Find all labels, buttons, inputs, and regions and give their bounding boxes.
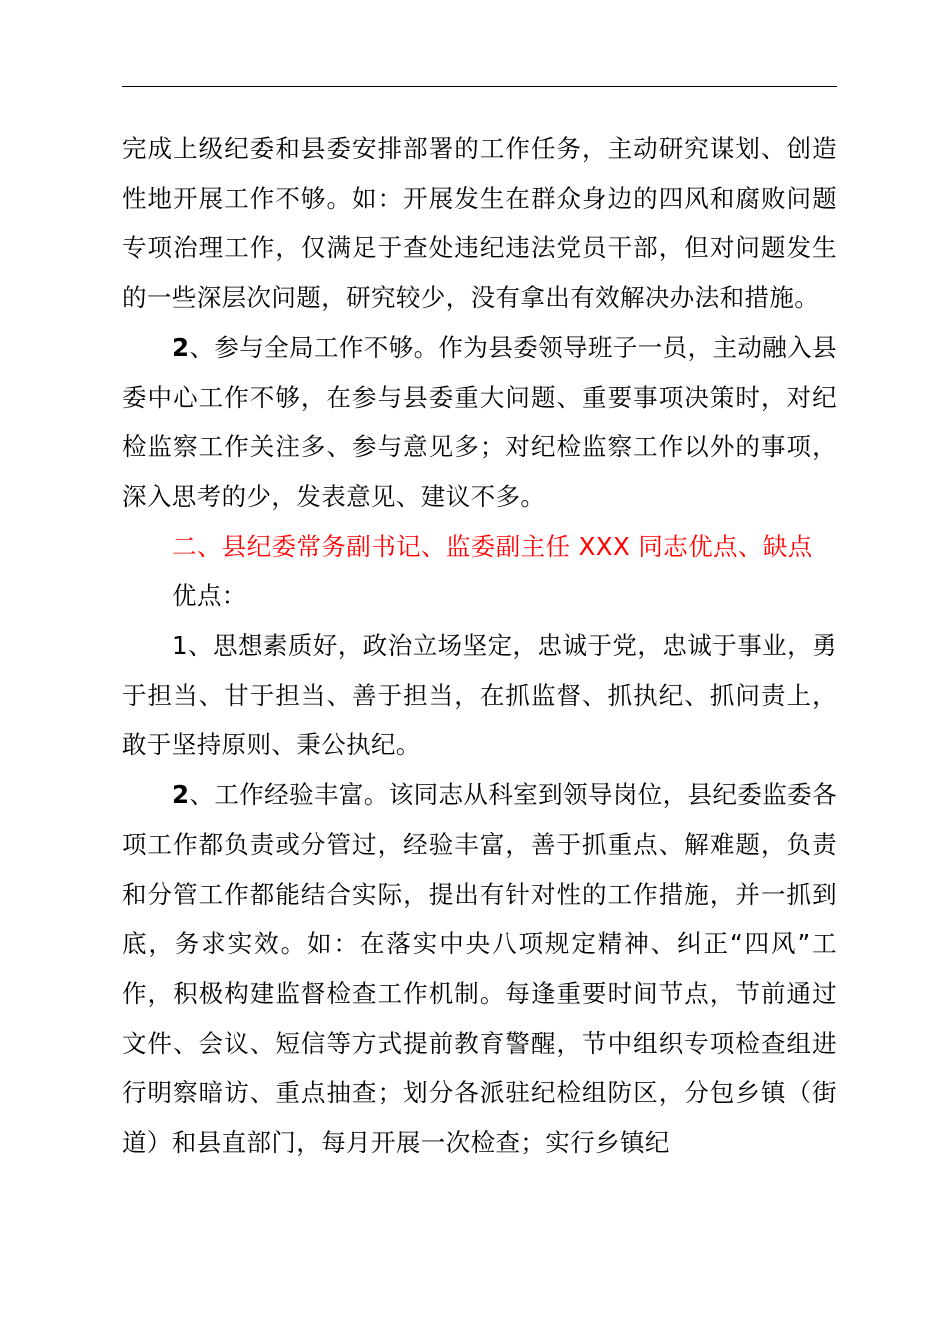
item-number: 2 [172, 780, 190, 810]
header-rule [122, 86, 837, 87]
item-number: 2 [172, 332, 190, 362]
subheading-strengths: 优点： [172, 581, 247, 611]
section-heading: 二、县纪委常务副书记、监委副主任 XXX 同志优点、缺点 [172, 531, 813, 561]
paragraph-item-1-ideology: 1、思想素质好，政治立场坚定，忠诚于党，忠诚于事业，勇于担当、甘于担当、善于担当，在抓监督、抓执纪、抓问责上，敢于坚持原则、秉公执纪。 [122, 631, 837, 760]
paragraph-item-2-experience: 2、工作经验丰富。该同志从科室到领导岗位，县纪委监委各项工作都负责或分管过，经验丰富，善于抓重点、解难题，负责和分管工作都能结合实际，提出有针对性的工作措施，并一抓到底，务求实效。如：在落实中央八项规定精神、纠正“四风”工作，积极构建监督检查工作机制。每逢重要时间节点，节前通过文件、会议、短信等方式提前教育警醒，节中组织专项检查组进行明察暗访、重点抽查；划分各派驻纪检组防区，分包乡镇（街道）和县直部门，每月开展一次检查；实行乡镇纪 [122, 780, 837, 1158]
paragraph-continuation: 完成上级纪委和县委安排部署的工作任务，主动研究谋划、创造性地开展工作不够。如：开展发生在群众身边的四风和腐败问题专项治理工作，仅满足于查处违纪违法党员干部，但对问题发生的一些深层次问题，研究较少，没有拿出有效解决办法和措施。 [122, 134, 837, 313]
document-body [122, 124, 837, 1168]
paragraph-item-2-participation: 2、参与全局工作不够。作为县委领导班子一员，主动融入县委中心工作不够，在参与县委重大问题、重要事项决策时，对纪检监察工作关注多、参与意见多；对纪检监察工作以外的事项，深入思考的少，发表意见、建议不多。 [122, 332, 837, 511]
